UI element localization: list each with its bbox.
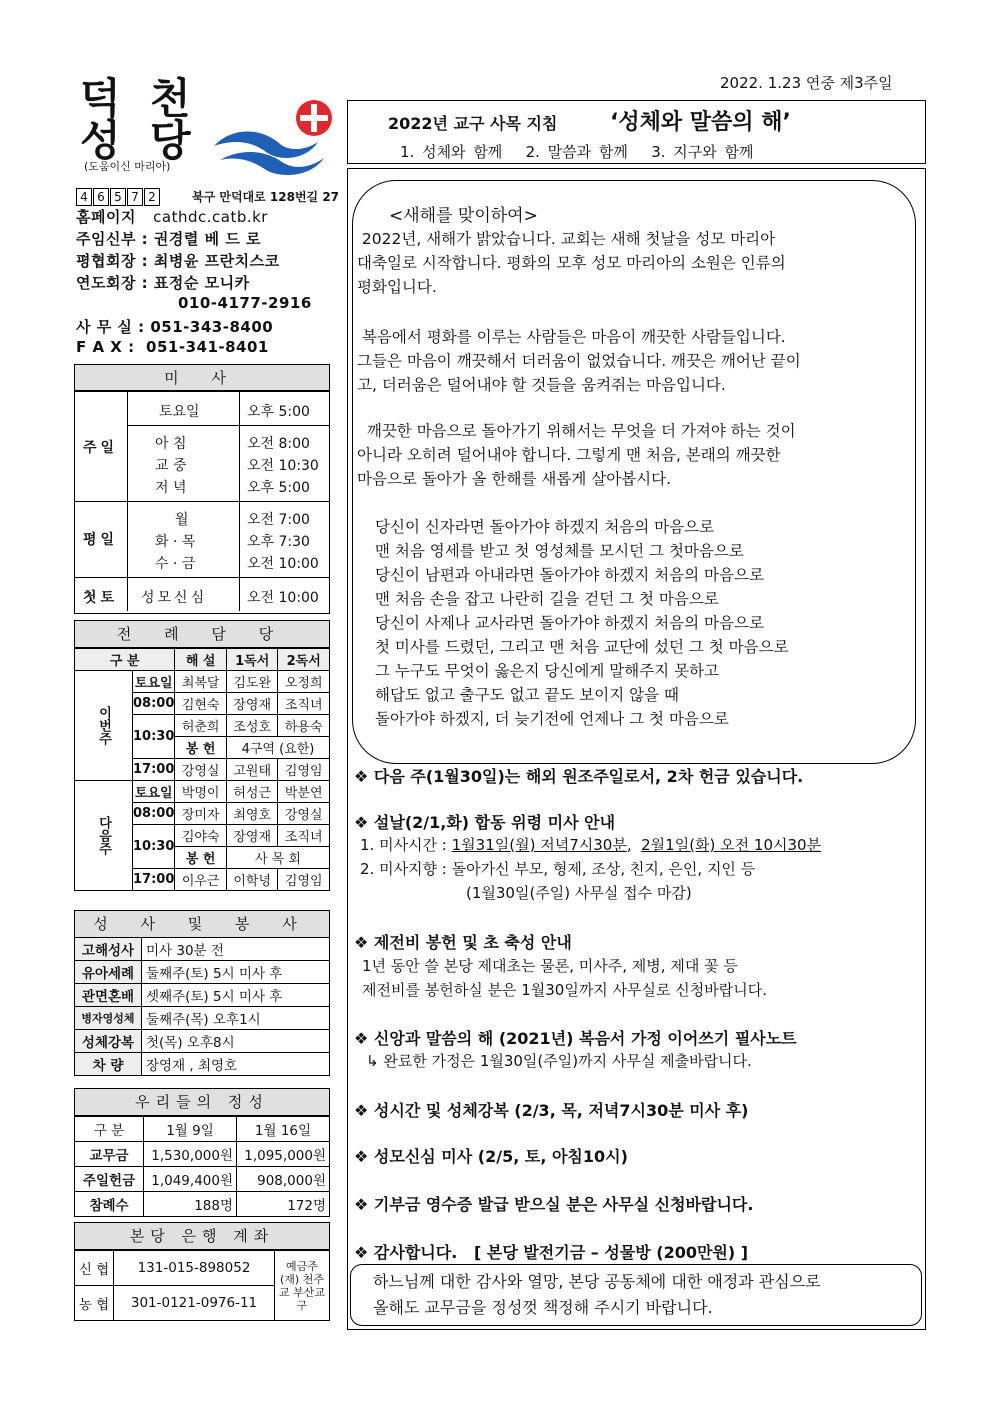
church-logo-icon	[210, 98, 334, 178]
cell: 병자영성체	[75, 1007, 142, 1030]
cell: 봉 헌	[175, 737, 227, 759]
cell: 둘째주(목) 오후1시	[142, 1007, 330, 1030]
cell: 김야숙	[175, 825, 227, 847]
cell: 차 량	[75, 1053, 142, 1076]
cell: 둘째주(토) 5시 미사 후	[142, 961, 330, 984]
thanks-text	[373, 1269, 821, 1321]
info-pastor: 주임신부 : 권경렬 베 드 로	[76, 230, 262, 248]
cell: 10:30	[133, 715, 175, 759]
cell: 08:00	[133, 693, 175, 715]
info-homepage: 홈페이지 cathdc.catb.kr	[76, 208, 268, 226]
table-row	[75, 1030, 330, 1053]
info-yeondo: 연도회장 : 표정순 모니카	[76, 274, 250, 292]
cell: 허춘희	[175, 715, 227, 737]
notice-detail: 1년 동안 쓸 본당 제대초는 물론, 미사주, 제병, 제대 꽃 등	[362, 957, 738, 975]
table-row	[75, 961, 330, 984]
church-address: 북구 만덕대로 128번길 27	[192, 190, 340, 204]
table-row	[75, 781, 330, 803]
notice-item: ❖ 성모신심 미사 (2/5, 토, 아침10시)	[354, 1147, 628, 1166]
mass-group-first-sat: 첫토	[83, 590, 119, 606]
bank-heading: 본당 은행 계좌	[74, 1222, 330, 1250]
notice-item: ❖ 기부금 영수증 발급 받으실 분은 사무실 신청바랍니다.	[354, 1195, 754, 1214]
mass-heading: 미 사	[74, 364, 330, 392]
table-row	[75, 671, 330, 693]
mass-label: 화 · 목	[155, 534, 196, 550]
cell: 첫(목) 오후8시	[142, 1030, 330, 1053]
mass-time: 오전 10:00	[247, 556, 319, 572]
cell: 김영임	[278, 759, 330, 781]
col-header: 구 분	[75, 649, 175, 671]
message-title: <새해를 맞이하여>	[389, 206, 538, 226]
cell: 조성호	[226, 715, 278, 737]
message-poem: 당신이 신자라면 돌아가야 하겠지 처음의 마음으로 맨 처음 영세를 받고 첫 영성체를 모시던 그 첫마음으로 당신이 남편과 아내라면 돌아가야 하겠지 처음의 마음으로 맨 처음 손을 잡고 나란히 길을 걷던 그 첫 마음으로 당신이 사제나 교사라면 돌아가야 하겠지 처음의 마음으로 첫 미사를 드렸던, 그리고 맨 처음 교단에 섰던 그 첫 마음으로 그 누구도 무엇이 옳은지 당신에게 말해주지 못하고 해답도 없고 출구도 없고 끝도 보이지 않을 때 돌아가야 하겠지, 더 늦기전에 언제나 그 첫 마음으로	[375, 518, 789, 728]
notice-item: ❖ 다음 주(1월30일)는 해외 원조주일로서, 2차 헌금 있습니다.	[354, 767, 804, 786]
cell: 고원태	[226, 759, 278, 781]
table-row	[75, 1142, 330, 1167]
pastoral-guideline	[347, 100, 926, 164]
guideline-title: 2022년 교구 사목 지침	[388, 114, 558, 133]
cell: 08:00	[133, 803, 175, 825]
cell: 이우근	[175, 869, 227, 891]
cell: 토요일	[133, 781, 175, 803]
cell: 908,000원	[237, 1167, 330, 1192]
cell: 최영호	[226, 803, 278, 825]
cell: 조직녀	[278, 693, 330, 715]
title-char-4: 당	[150, 116, 191, 165]
next-week-label: 다음주	[75, 781, 133, 891]
bank-table	[74, 1250, 330, 1321]
new-year-message	[352, 180, 916, 764]
mass-time: 오후 7:30	[247, 534, 310, 550]
message-paragraph: 2022년, 새해가 밝았습니다. 교회는 새해 첫날을 성모 마리아 대축일로 시작합니다. 평화의 모후 성모 마리아의 소원은 인류의 평화입니다.	[357, 230, 786, 296]
notice-detail: (1월30일(주일) 사무실 접수 마감)	[466, 884, 692, 902]
church-subtitle: (도움이신 마리아)	[84, 160, 171, 173]
mass-time: 오후 5:00	[247, 480, 310, 496]
table-row	[75, 984, 330, 1007]
cell: 김현숙	[175, 693, 227, 715]
cell: 박명이	[175, 781, 227, 803]
zip-digit: 4	[76, 188, 92, 206]
thanks-box	[350, 1264, 922, 1326]
sacraments-table	[74, 937, 330, 1076]
cell: 131-015-898052	[114, 1251, 275, 1286]
message-paragraph: 복음에서 평화를 이루는 사람들은 마음이 깨끗한 사람들입니다. 그들은 마음이 깨끗해서 더러움이 없었습니다. 깨끗은 깨어난 끝이 고, 더러움은 덜어내야 할 것들을 움켜쥐는 마음입니다.	[357, 328, 801, 394]
table-row	[75, 1053, 330, 1076]
mass-label: 토요일	[159, 404, 200, 420]
info-phone: 010-4177-2916	[178, 294, 312, 312]
notice-item: ❖ 신앙과 말씀의 해 (2021년) 복음서 가정 이어쓰기 필사노트	[354, 1029, 797, 1048]
title-char-2: 천	[150, 74, 191, 123]
cell: 고해성사	[75, 938, 142, 961]
cell: 1,049,400원	[144, 1167, 237, 1192]
account-holder: 예금주 (재) 천주교 부산교구	[275, 1251, 330, 1321]
mass-label: 교 중	[155, 458, 187, 474]
thanks-line: 하느님께 대한 감사와 열망, 본당 공동체에 대한 애정과 관심으로	[373, 1272, 821, 1291]
cell: 하용숙	[278, 715, 330, 737]
issue-date: 2022. 1.23 연중 제3주일	[720, 74, 893, 92]
cell: 172명	[237, 1192, 330, 1217]
cell: 봉 헌	[175, 847, 227, 869]
col-header: 1월 16일	[237, 1117, 330, 1142]
notice-detail: ↳ 완료한 가정은 1월30일(주일)까지 사무실 제출바랍니다.	[366, 1052, 752, 1070]
mass-label: 수 · 금	[155, 556, 196, 572]
col-header: 2독서	[278, 649, 330, 671]
cell: 강영실	[278, 803, 330, 825]
cell: 최복달	[175, 671, 227, 693]
notice-detail: 1. 미사시간 : 1월31일(월) 저녁7시30분, 2월1일(화) 오전 10시30분	[360, 836, 822, 854]
info-council: 평협회장 : 최병윤 프란치스코	[76, 252, 280, 270]
notice-item: ❖ 감사합니다. [ 본당 발전기금 – 성물방 (200만원) ]	[354, 1243, 749, 1262]
col-header: 1월 9일	[144, 1117, 237, 1142]
cell: 농 협	[75, 1286, 114, 1321]
mass-label: 성모신심	[141, 590, 208, 606]
mass-group-weekday: 평일	[83, 532, 119, 548]
table-row	[75, 1192, 330, 1217]
notice-item: ❖ 제전비 봉헌 및 초 축성 안내	[354, 933, 572, 952]
col-header: 1독서	[226, 649, 278, 671]
notice-item: ❖ 성시간 및 성체강복 (2/3, 목, 저녁7시30분 미사 후)	[354, 1101, 749, 1120]
guideline-quote: ‘성체와 말씀의 해’	[610, 110, 791, 135]
cell: 김도완	[226, 671, 278, 693]
cell: 장영재	[226, 693, 278, 715]
cell: 허성근	[226, 781, 278, 803]
cell: 성체강복	[75, 1030, 142, 1053]
cell: 오정희	[278, 671, 330, 693]
mass-label: 저 녁	[155, 480, 187, 496]
mass-time: 오전 7:00	[247, 512, 310, 528]
offerings-heading: 우리들의 정성	[74, 1088, 330, 1116]
offerings-table	[74, 1116, 330, 1217]
zip-digit: 2	[144, 188, 160, 206]
zip-digit: 6	[93, 188, 109, 206]
cell: 장영재	[226, 825, 278, 847]
cell: 188명	[144, 1192, 237, 1217]
notice-item: ❖ 설날(2/1,화) 합동 위령 미사 안내	[354, 813, 616, 832]
table-row	[75, 1167, 330, 1192]
cell: 17:00	[133, 759, 175, 781]
cell: 1,095,000원	[237, 1142, 330, 1167]
message-paragraph: 깨끗한 마음으로 돌아가기 위해서는 무엇을 더 가져야 하는 것이 아니라 오히려 덜어내야 합니다. 그렇게 맨 처음, 본래의 깨끗한 마음으로 돌아가 올 한해를 새롭게 살아봅시다.	[357, 422, 796, 488]
title-char-3: 성	[80, 116, 121, 165]
liturgy-heading: 전 례 담 당	[74, 620, 330, 648]
cell: 신 협	[75, 1251, 114, 1286]
cell: 박분연	[278, 781, 330, 803]
mass-schedule	[74, 390, 330, 614]
cell: 유아세례	[75, 961, 142, 984]
cell: 이학녕	[226, 869, 278, 891]
cell: 셋째주(토) 5시 미사 후	[142, 984, 330, 1007]
guideline-items: 1. 성체와 함께 2. 말씀과 함께 3. 지구와 함께	[400, 143, 754, 161]
table-row	[75, 1117, 330, 1142]
cell: 17:00	[133, 869, 175, 891]
cell: 김영임	[278, 869, 330, 891]
cell: 미사 30분 전	[142, 938, 330, 961]
table-row	[75, 1251, 330, 1286]
cell: 4구역 (요한)	[226, 737, 329, 759]
cell: 주일헌금	[75, 1167, 144, 1192]
cell: 참례수	[75, 1192, 144, 1217]
notice-detail: 제전비를 봉헌하실 분은 1월30일까지 사무실로 신청바랍니다.	[362, 981, 768, 999]
mass-label: 아 침	[155, 436, 187, 452]
cell: 301-0121-0976-11	[114, 1286, 275, 1321]
notice-detail: 2. 미사지향 : 돌아가신 부모, 형제, 조상, 친지, 은인, 지인 등	[360, 860, 756, 878]
cell: 장미자	[175, 803, 227, 825]
mass-time: 오전 10:00	[247, 590, 319, 606]
table-row	[75, 1007, 330, 1030]
thanks-line: 올해도 교무금을 정성껏 책정해 주시기 바랍니다.	[373, 1298, 713, 1317]
mass-time: 오후 5:00	[247, 404, 310, 420]
info-office: 사 무 실 : 051-343-8400	[76, 318, 274, 336]
cell: 강영실	[175, 759, 227, 781]
cell: 관면혼배	[75, 984, 142, 1007]
mass-time: 오전 8:00	[247, 436, 310, 452]
cell: 10:30	[133, 825, 175, 869]
cell: 1,530,000원	[144, 1142, 237, 1167]
zip-digit: 7	[127, 188, 143, 206]
cell: 교무금	[75, 1142, 144, 1167]
table-row	[75, 938, 330, 961]
mass-time: 오전 10:30	[247, 458, 319, 474]
cell: 토요일	[133, 671, 175, 693]
sacraments-heading: 성 사 및 봉 사	[74, 910, 330, 938]
mass-group-sunday: 주일	[83, 440, 119, 456]
liturgy-table	[74, 648, 330, 891]
cell: 조직녀	[278, 825, 330, 847]
cell: 사 목 회	[226, 847, 329, 869]
zip-digit: 5	[110, 188, 126, 206]
title-char-1: 덕	[80, 74, 121, 123]
this-week-label: 이번주	[75, 671, 133, 781]
mass-label: 월	[175, 512, 189, 528]
homepage-link[interactable]: cathdc.catb.kr	[153, 208, 268, 226]
col-header: 해 설	[175, 649, 227, 671]
info-fax: F A X : 051-341-8401	[76, 338, 269, 356]
cell: 장영재 , 최영호	[142, 1053, 330, 1076]
col-header: 구 분	[75, 1117, 144, 1142]
